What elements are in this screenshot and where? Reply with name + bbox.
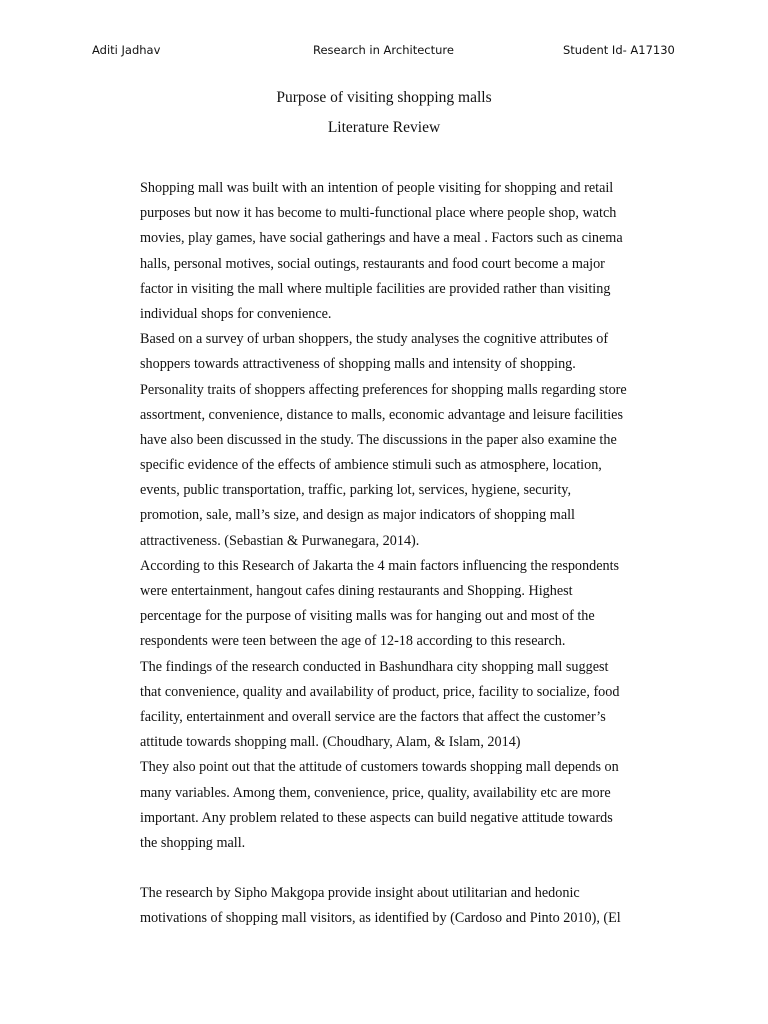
header-author: Aditi Jadhav [92, 43, 161, 57]
text-line: the shopping mall. [140, 834, 246, 851]
text-line: motivations of shopping mall visitors, as identified by (Cardoso and Pinto 2010), (El [140, 910, 621, 927]
text-line: The research by Sipho Makgopa provide insight about utilitarian and hedonic [140, 885, 580, 902]
text-line: facility, entertainment and overall service are the factors that affect the customer’s [140, 708, 606, 725]
text-line: The findings of the research conducted in Bashundhara city shopping mall suggest [140, 658, 609, 675]
text-line: assortment, convenience, distance to malls, economic advantage and leisure facilities [140, 406, 623, 423]
text-line: events, public transportation, traffic, parking lot, services, hygiene, security, [140, 482, 572, 499]
text-line: specific evidence of the effects of ambience stimuli such as atmosphere, location, [140, 457, 602, 474]
text-line: respondents were teen between the age of 12-18 according to this research. [140, 633, 566, 650]
text-line: halls, personal motives, social outings, restaurants and food court become a major [140, 255, 605, 272]
text-line: movies, play games, have social gatherings and have a meal . Factors such as cinema [140, 230, 623, 247]
text-line: According to this Research of Jakarta the 4 main factors influencing the respondents [140, 557, 620, 574]
text-line: promotion, sale, mall’s size, and design as major indicators of shopping mall [140, 507, 576, 524]
text-line: have also been discussed in the study. The discussions in the paper also examine the [140, 431, 617, 448]
page-header [0, 43, 768, 59]
text-line: Based on a survey of urban shoppers, the study analyses the cognitive attributes of [140, 331, 609, 348]
text-line: shoppers towards attractiveness of shopping malls and intensity of shopping. [140, 356, 576, 373]
text-line: attitude towards shopping mall. (Choudhary, Alam, & Islam, 2014) [140, 734, 521, 751]
text-line: that convenience, quality and availability of product, price, facility to socialize, food [140, 683, 620, 700]
body-text [140, 176, 680, 932]
text-line: purposes but now it has become to multi-functional place where people shop, watch [140, 205, 617, 222]
header-course: Research in Architecture [313, 43, 454, 57]
document-title: Purpose of visiting shopping malls [276, 89, 492, 106]
text-line: many variables. Among them, convenience, price, quality, availability etc are more [140, 784, 611, 801]
text-line: individual shops for convenience. [140, 305, 332, 322]
text-line: were entertainment, hangout cafes dining restaurants and Shopping. Highest [140, 583, 573, 599]
text-line: percentage for the purpose of visiting malls was for hanging out and most of the [140, 608, 595, 625]
text-line: Shopping mall was built with an intention of people visiting for shopping and retail [140, 180, 614, 196]
text-line: important. Any problem related to these aspects can build negative attitude towards [140, 809, 613, 826]
header-student-id: Student Id- A17130 [563, 43, 675, 57]
document-subtitle: Literature Review [327, 119, 441, 136]
text-line: factor in visiting the mall where multiple facilities are provided rather than visiting [140, 280, 611, 297]
text-line: attractiveness. (Sebastian & Purwanegara, 2014). [140, 532, 420, 549]
text-line: They also point out that the attitude of customers towards shopping mall depends on [140, 759, 619, 776]
text-line: Personality traits of shoppers affecting preferences for shopping malls regarding store [140, 381, 627, 398]
text-line [140, 856, 680, 881]
